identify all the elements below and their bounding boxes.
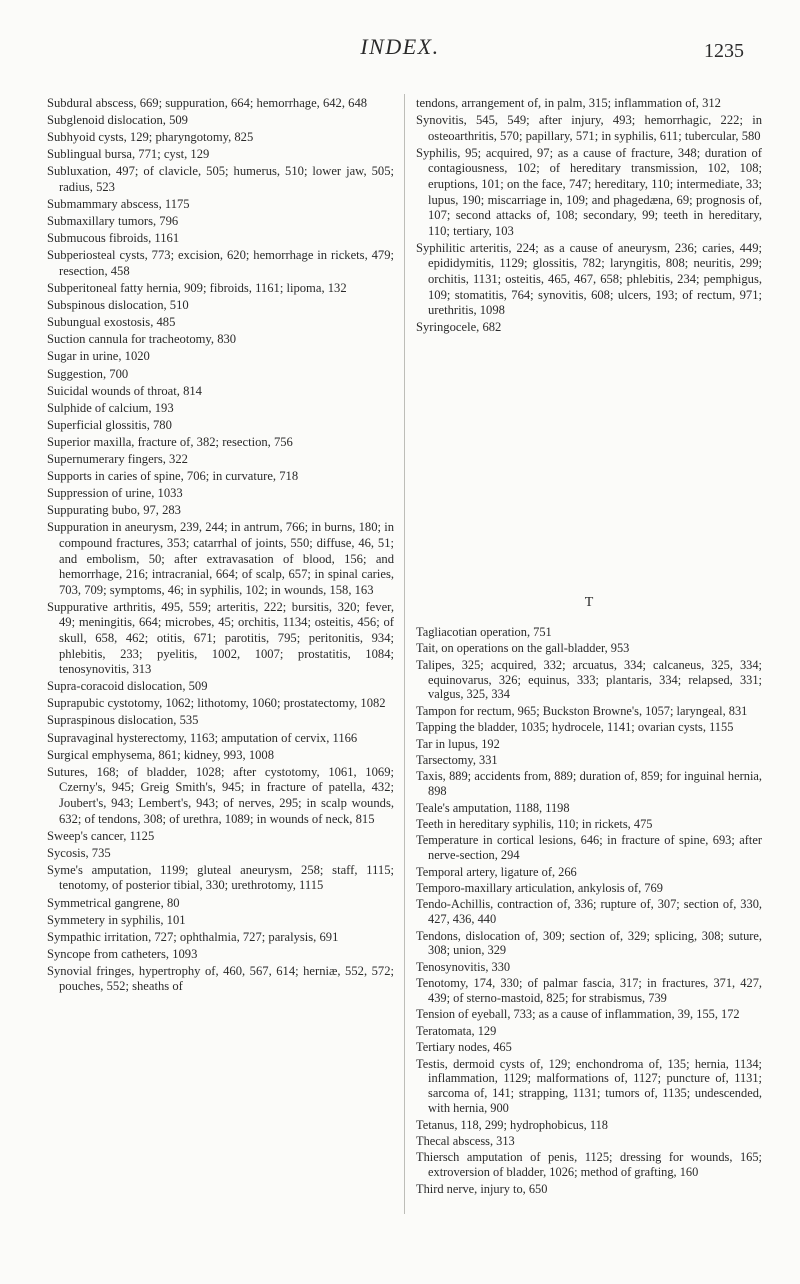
right-index-column-upper (416, 96, 762, 337)
right-index-column-lower (416, 596, 762, 1198)
index-entry: Synovitis, 545, 549; after injury, 493; hemorrhagic, 222; in osteoarthritis, 570; papillary, 571; in syphilis, 611; tubercular, 580 (416, 113, 762, 143)
index-entry: Tenosynovitis, 330 (416, 959, 511, 974)
index-entry: Tampon for rectum, 965; Buckston Browne's, 1057; laryngeal, 831 (416, 703, 748, 718)
index-entry: Taxis, 889; accidents from, 889; duration of, 859; for inguinal hernia, 898 (416, 769, 762, 799)
index-entry: Subperitoneal fatty hernia, 909; fibroids, 1161; lipoma, 132 (47, 281, 347, 296)
index-entry: Suppurative arthritis, 495, 559; arteritis, 222; bursitis, 320; fever, 49; meningitis, 664; microbes, 45; orchitis, 1134; osteitis, 456; of skull, 658, 462; otitis, 671; parotitis, 795; peritonitis, 934; phlebitis, 233; pyelitis, 1002, 1007; prostatitis, 1084; tenosynovitis, 313 (47, 599, 394, 677)
index-entry: Syphilis, 95; acquired, 97; as a cause of fracture, 348; duration of contagiousness, 102; of hereditary transmission, 102, 108; eruptions, 101; on the face, 747; hereditary, 110; intermediate, 33; lupus, 190; miscarriage in, 109; and phagedæna, 69; prognosis of, 107; second attacks of, 108; secondary, 99; teeth in hereditary, 110; tertiary, 103 (416, 145, 762, 238)
index-entry: Temporo-maxillary articulation, ankylosis of, 769 (416, 880, 663, 895)
index-entry: Thiersch amputation of penis, 1125; dressing for wounds, 165; extroversion of bladder, 1026; method of grafting, 160 (416, 1150, 762, 1180)
left-index-column (47, 96, 394, 997)
index-entry: Subspinous dislocation, 510 (47, 298, 189, 313)
index-entry: Suicidal wounds of throat, 814 (47, 383, 202, 398)
index-entry: Suppression of urine, 1033 (47, 486, 183, 501)
index-entry: Talipes, 325; acquired, 332; arcuatus, 334; calcaneus, 325, 334; equinovarus, 326; equinus, 333; plantaris, 334; relapsed, 331; valgus, 325, 334 (416, 657, 762, 702)
index-entry: Subhyoid cysts, 129; pharyngotomy, 825 (47, 130, 254, 145)
index-entry: Suppurating bubo, 97, 283 (47, 503, 181, 518)
index-entry: Teratomata, 129 (416, 1023, 497, 1038)
index-entry: Tarsectomy, 331 (416, 752, 498, 767)
index-entry: tendons, arrangement of, in palm, 315; inflammation of, 312 (416, 96, 721, 110)
index-entry: Temporal artery, ligature of, 266 (416, 864, 577, 879)
index-entry: Tendons, dislocation of, 309; section of, 329; splicing, 308; suture, 308; union, 329 (416, 928, 762, 958)
index-entry: Supravaginal hysterectomy, 1163; amputation of cervix, 1166 (47, 730, 358, 745)
index-entry: Tetanus, 118, 299; hydrophobicus, 118 (416, 1117, 608, 1132)
index-entry: Tendo-Achillis, contraction of, 336; rupture of, 307; section of, 330, 427, 436, 440 (416, 897, 762, 927)
index-entry: Tar in lupus, 192 (416, 736, 500, 751)
index-entry: Supports in caries of spine, 706; in curvature, 718 (47, 469, 299, 484)
index-entry: Surgical emphysema, 861; kidney, 993, 1008 (47, 747, 275, 762)
index-entry: Suprapubic cystotomy, 1062; lithotomy, 1060; prostatectomy, 1082 (47, 696, 386, 711)
index-entry: Tension of eyeball, 733; as a cause of inflammation, 39, 155, 172 (416, 1007, 740, 1022)
index-entry: Third nerve, injury to, 650 (416, 1181, 548, 1196)
index-entry: Tagliacotian operation, 751 (416, 624, 552, 639)
index-entry: Sweep's cancer, 1125 (47, 828, 155, 843)
index-entry: Tertiary nodes, 465 (416, 1040, 512, 1055)
index-entry: Subperiosteal cysts, 773; excision, 620; hemorrhage in rickets, 479; resection, 458 (47, 248, 394, 278)
index-entry: Syringocele, 682 (416, 320, 502, 335)
index-entry: Symmetery in syphilis, 101 (47, 912, 186, 927)
index-entry: Teeth in hereditary syphilis, 110; in rickets, 475 (416, 816, 653, 831)
index-entry: Tenotomy, 174, 330; of palmar fascia, 317; in fractures, 371, 427, 439; of sterno-mastoid, 825; for strabismus, 739 (416, 976, 762, 1005)
index-entry: Synovial fringes, hypertrophy of, 460, 567, 614; herniæ, 552, 572; pouches, 552; sheaths of (47, 963, 394, 994)
index-entry: Sugar in urine, 1020 (47, 349, 150, 364)
index-entry: Tapping the bladder, 1035; hydrocele, 1141; ovarian cysts, 1155 (416, 720, 734, 735)
index-entry: Subglenoid dislocation, 509 (47, 113, 188, 128)
index-entry: Submaxillary tumors, 796 (47, 214, 179, 229)
index-entry: Sulphide of calcium, 193 (47, 400, 174, 415)
section-letter: T (584, 595, 594, 610)
index-entry: Sycosis, 735 (47, 845, 111, 860)
index-entry: Syphilitic arteritis, 224; as a cause of aneurysm, 236; caries, 449; epididymitis, 1129; glossitis, 782; laryngitis, 808; neuritis, 299; orchitis, 1131; osteitis, 465, 467, 658; phlebitis, 234; pemphigus, 109; stomatitis, 764; synovitis, 608; ulcers, 193; of rectum, 971; urethritis, 1098 (416, 240, 762, 318)
index-entry: Supraspinous dislocation, 535 (47, 713, 199, 728)
index-entry: Teale's amputation, 1188, 1198 (416, 800, 570, 815)
index-entry: Suppuration in aneurysm, 239, 244; in antrum, 766; in burns, 180; in compound fractures, 353; catarrhal of joints, 550; diffuse, 46, 51; and embolism, 50; after extravasation of blood, 156; and hemorrhage, 216; intracranial, 664; of scalp, 657; in spinal caries, 703, 709; symptoms, 46; in syphilis, 102; in wounds, 158, 163 (47, 520, 394, 597)
running-title: INDEX. (360, 34, 440, 59)
index-entry: Sublingual bursa, 771; cyst, 129 (47, 147, 210, 162)
index-entry: Submucous fibroids, 1161 (47, 231, 180, 246)
index-entry: Sympathic irritation, 727; ophthalmia, 727; paralysis, 691 (47, 929, 339, 944)
index-entry: Submammary abscess, 1175 (47, 197, 190, 212)
index-entry: Sutures, 168; of bladder, 1028; after cystotomy, 1061, 1069; Czerny's, 945; Greig Smith's, 945; in fracture of patella, 432; Joubert's, 943; Lembert's, 943; of nerves, 295; in scalp wounds, 632; of tendons, 308; of urethra, 1089; in wounds of neck, 815 (47, 764, 394, 826)
page-number: 1235 (704, 40, 744, 62)
index-entry: Syme's amputation, 1199; gluteal aneurysm, 258; staff, 1115; tenotomy, of posterior tibial, 330; urethrotomy, 1115 (47, 862, 394, 893)
page-header (0, 34, 800, 74)
index-entry: Testis, dermoid cysts of, 129; enchondroma of, 135; hernia, 1134; inflammation, 1129; malformations of, 1127; puncture of, 1131; sarcoma of, 141; strapping, 1131; tumors of, 1135; undescended, with hernia, 900 (416, 1056, 762, 1116)
index-entry: Subungual exostosis, 485 (47, 315, 176, 330)
index-entry: Superior maxilla, fracture of, 382; resection, 756 (47, 434, 293, 449)
index-entry: Suction cannula for tracheotomy, 830 (47, 332, 237, 347)
index-entry: Supernumerary fingers, 322 (47, 451, 188, 466)
index-entry: Symmetrical gangrene, 80 (47, 895, 180, 910)
index-entry: Superficial glossitis, 780 (47, 417, 172, 432)
index-entry: Subluxation, 497; of clavicle, 505; humerus, 510; lower jaw, 505; radius, 523 (47, 164, 394, 194)
index-entry: Subdural abscess, 669; suppuration, 664; hemorrhage, 642, 648 (47, 96, 368, 110)
index-entry: Suggestion, 700 (47, 366, 129, 381)
index-entry: Supra-coracoid dislocation, 509 (47, 679, 208, 694)
column-divider (404, 94, 405, 1214)
index-entry: Syncope from catheters, 1093 (47, 946, 198, 961)
index-entry: Thecal abscess, 313 (416, 1133, 515, 1148)
index-entry: Tait, on operations on the gall-bladder, 953 (416, 641, 630, 656)
index-entry: Temperature in cortical lesions, 646; in fracture of spine, 693; after nerve-section, 294 (416, 833, 762, 863)
